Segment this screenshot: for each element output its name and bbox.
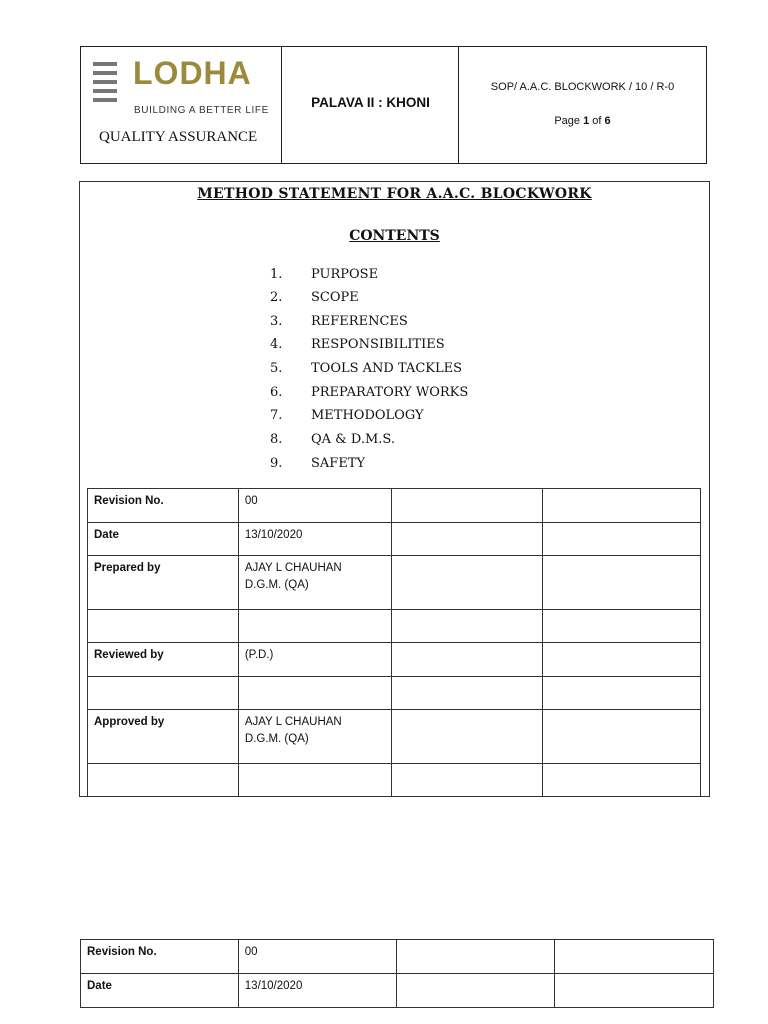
document-header xyxy=(80,46,707,164)
row-value: 00 xyxy=(238,489,391,523)
table-row xyxy=(88,710,701,764)
page-current: 1 xyxy=(583,115,590,127)
doc-code: SOP/ A.A.C. BLOCKWORK / 10 / R-0 xyxy=(490,81,675,93)
document-title: METHOD STATEMENT FOR A.A.C. BLOCKWORK xyxy=(197,186,592,202)
page-total: 6 xyxy=(604,115,611,127)
department-label: QUALITY ASSURANCE xyxy=(99,129,258,145)
table-row xyxy=(88,677,701,710)
doc-code-cell xyxy=(459,47,706,163)
logo-cell xyxy=(81,47,282,163)
row-value: AJAY L CHAUHAN D.G.M. (QA) xyxy=(238,710,391,764)
main-content-box: METHOD STATEMENT FOR A.A.C. BLOCKWORK CONTENTS 1. PURPOSE 2. SCOPE 3. REFERENCES 4. RESPONSIBILITIES 5. TOOLS AND TACKLES 6. PREPARATORY WORKS 7. METHODOLOGY 8. QA & D.M.S. 9. SAFETY xyxy=(79,181,710,797)
table-row xyxy=(88,643,701,677)
row-value: AJAY L CHAUHAN D.G.M. (QA) xyxy=(238,556,391,610)
contents-heading: CONTENTS xyxy=(349,228,440,244)
table-row xyxy=(88,764,701,797)
footer-revision-table xyxy=(80,939,714,1008)
site-name: PALAVA II : KHONI xyxy=(311,95,430,110)
table-row xyxy=(88,556,701,610)
row-label: Approved by xyxy=(88,710,239,764)
table-row xyxy=(88,489,701,523)
row-value: (P.D.) xyxy=(238,643,391,677)
row-value: 13/10/2020 xyxy=(238,523,391,556)
row-label: Revision No. xyxy=(88,489,239,523)
lodha-logo-bars-icon xyxy=(93,62,117,108)
table-row xyxy=(81,974,714,1008)
row-value: 00 xyxy=(238,940,396,974)
row-label: Revision No. xyxy=(81,940,239,974)
row-label: Date xyxy=(88,523,239,556)
logo-tagline: BUILDING A BETTER LIFE xyxy=(134,105,269,116)
page-number: Page 1 of 6 xyxy=(554,115,611,127)
logo-text: LODHA xyxy=(133,55,252,91)
revision-table xyxy=(87,488,701,797)
row-label: Reviewed by xyxy=(88,643,239,677)
site-cell xyxy=(282,47,459,163)
table-row xyxy=(81,940,714,974)
row-label: Date xyxy=(81,974,239,1008)
table-row xyxy=(88,523,701,556)
table-row xyxy=(88,610,701,643)
row-value: 13/10/2020 xyxy=(238,974,396,1008)
row-label: Prepared by xyxy=(88,556,239,610)
